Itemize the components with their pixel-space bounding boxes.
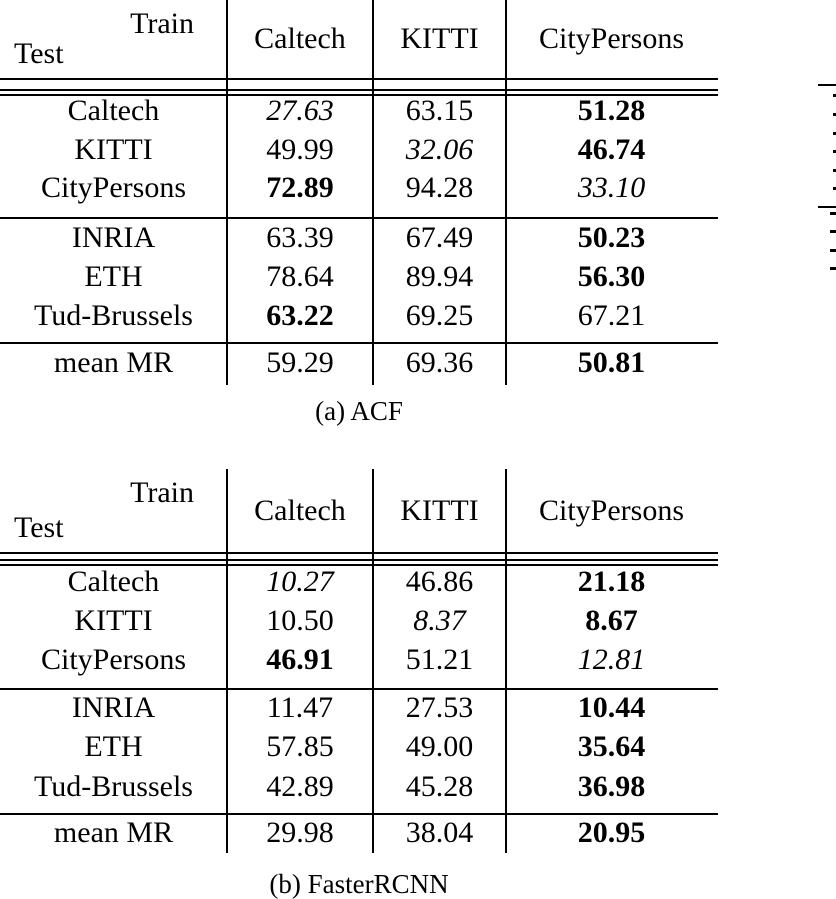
value-cell: 27.63 (266, 94, 334, 127)
value-cell: 8.37 (413, 604, 466, 637)
value-cell: 12.81 (577, 643, 646, 676)
value-cell: 69.36 (405, 346, 474, 379)
value-cell: 67.49 (405, 221, 474, 254)
table-b-header-rule (0, 552, 718, 554)
row-label: Caltech (67, 565, 160, 598)
table-row (0, 814, 717, 852)
table-row (0, 131, 717, 169)
train-label: Train (130, 7, 194, 40)
value-cell: 94.28 (405, 171, 474, 204)
column-header-citypersons: CityPersons (538, 22, 685, 55)
row-label: KITTI (74, 133, 153, 166)
adjacent-table-fragment-text (830, 212, 836, 215)
value-cell: 27.53 (405, 691, 474, 724)
value-cell: 46.91 (266, 643, 334, 676)
adjacent-table-fragment-text (830, 249, 836, 252)
column-header-kitti: KITTI (400, 494, 479, 527)
table-row (0, 689, 717, 727)
value-cell: 89.94 (405, 260, 474, 293)
row-label: INRIA (71, 691, 156, 724)
table-row (0, 297, 717, 335)
row-label: ETH (84, 730, 143, 763)
value-cell: 50.81 (577, 346, 646, 379)
row-label: CityPersons (40, 643, 187, 676)
train-label: Train (130, 476, 194, 509)
table-row (0, 344, 717, 382)
row-label: Tud-Brussels (34, 299, 193, 332)
table-row (0, 169, 717, 207)
value-cell: 20.95 (577, 816, 646, 849)
row-label: mean MR (53, 346, 174, 379)
value-cell: 36.98 (577, 770, 646, 803)
value-cell: 10.50 (266, 604, 334, 637)
value-cell: 32.06 (405, 133, 474, 166)
row-label: Tud-Brussels (34, 770, 193, 803)
row-label: Caltech (67, 94, 160, 127)
value-cell: 63.15 (405, 94, 474, 127)
table-b-double-rule-top (0, 559, 718, 561)
adjacent-table-fragment-text (830, 267, 836, 270)
value-cell: 11.47 (266, 691, 334, 724)
table-a-header-row (0, 0, 717, 78)
table-b-corner-cell (0, 469, 227, 552)
table-b-header-row (0, 469, 717, 552)
value-cell: 67.21 (577, 299, 646, 332)
table-row (0, 728, 717, 766)
table-row (0, 641, 717, 679)
column-header-kitti: KITTI (400, 22, 479, 55)
value-cell: 51.28 (577, 94, 646, 127)
value-cell: 21.18 (577, 565, 646, 598)
value-cell: 45.28 (405, 770, 474, 803)
table-a-double-rule-top (0, 89, 718, 91)
column-header-caltech: Caltech (254, 494, 346, 527)
value-cell: 63.22 (266, 299, 334, 332)
value-cell: 10.27 (266, 565, 334, 598)
table-row (0, 602, 717, 640)
column-header-citypersons: CityPersons (538, 494, 685, 527)
row-label: CityPersons (40, 171, 187, 204)
value-cell: 56.30 (577, 260, 646, 293)
value-cell: 10.44 (577, 691, 646, 724)
value-cell: 42.89 (266, 770, 334, 803)
value-cell: 38.04 (405, 816, 474, 849)
table-a-corner-cell (0, 0, 227, 78)
value-cell: 49.99 (266, 133, 334, 166)
test-label: Test (14, 511, 64, 544)
value-cell: 59.29 (266, 346, 334, 379)
value-cell: 50.23 (577, 221, 646, 254)
table-b-caption: (b) FasterRCNN (269, 869, 449, 899)
table-a-header-rule (0, 78, 718, 80)
table-a-caption: (a) ACF (315, 396, 403, 426)
value-cell: 46.74 (577, 133, 646, 166)
test-label: Test (14, 37, 64, 70)
row-label: ETH (84, 260, 143, 293)
value-cell: 51.21 (405, 643, 474, 676)
row-label: KITTI (74, 604, 153, 637)
value-cell: 29.98 (266, 816, 334, 849)
value-cell: 72.89 (266, 171, 334, 204)
value-cell: 63.39 (266, 221, 334, 254)
adjacent-table-fragment-text (830, 230, 836, 233)
value-cell: 46.86 (405, 565, 474, 598)
column-header-caltech: Caltech (254, 22, 346, 55)
row-label: mean MR (53, 816, 174, 849)
adjacent-table-fragment-rule (818, 206, 836, 208)
value-cell: 35.64 (577, 730, 646, 763)
table-row (0, 219, 717, 257)
value-cell: 49.00 (405, 730, 474, 763)
table-row (0, 92, 717, 130)
value-cell: 57.85 (266, 730, 334, 763)
value-cell: 69.25 (405, 299, 474, 332)
row-label: INRIA (71, 221, 156, 254)
table-row (0, 563, 717, 601)
value-cell: 33.10 (577, 171, 646, 204)
value-cell: 78.64 (266, 260, 334, 293)
value-cell: 8.67 (585, 604, 638, 637)
table-row (0, 258, 717, 296)
table-row (0, 768, 717, 806)
adjacent-table-fragment-rule (818, 84, 836, 86)
